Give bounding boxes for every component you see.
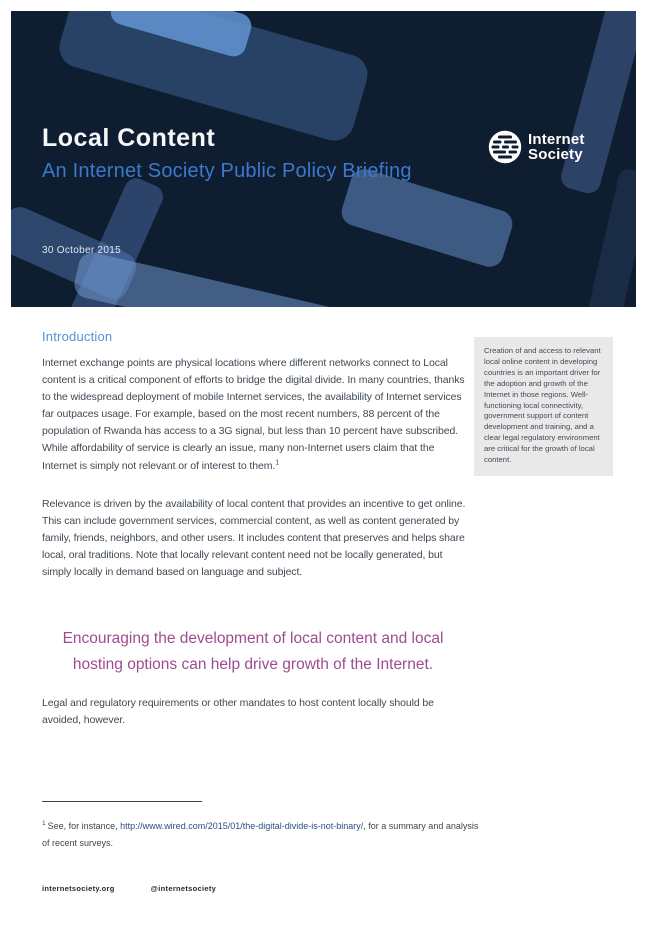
footer-social-handle: @internetsociety [150,884,217,893]
footnote-divider [42,801,202,802]
paragraph-relevance: Relevance is driven by the availability of local content that provides an incentive to get online. This can include government services, commercial content, as well as content generated by family, friends, neighbors, and other users. It includes content that preserves and helps share local, oral traditions. Note that locally relevant content need not be locally generated, but simply locally in demand based on language and subject. [42,498,466,579]
footer-website: internetsociety.org [42,884,115,893]
footnote-text-after: , for a summary and analysis of recent surveys. [42,821,479,848]
paragraph-closing: Legal and regulatory requirements or other mandates to host content locally should be avoided, however. [42,697,434,727]
logo-word-society: Society [528,146,583,163]
footnote-reference: 1 [275,459,279,467]
page-footer [42,884,216,893]
globe-icon [488,130,522,164]
logo-word-internet: Internet [528,130,585,148]
footnote [42,815,484,852]
footnote-marker: 1 [42,820,46,827]
document-title: Local Content [42,124,216,152]
publication-date: 30 October 2015 [42,245,121,256]
footnote-url[interactable]: http://www.wired.com/2015/01/the-digital-divide-is-not-binary/ [120,821,364,831]
sidebar-callout-text: Creation of and access to relevant local online content in developing countries is an important driver for the adoption and growth of the Internet in those regions. Well-functioning local connectivity, government support of content development and training, and a clear legal regulatory environment are critical for the growth of local content. [484,346,601,465]
banner-decorative-shape [72,250,375,307]
pull-quote: Encouraging the development of local content and local hosting options can help drive growth of the Internet. [62,630,444,673]
banner-decorative-shape [558,11,636,196]
header-banner [11,11,636,307]
paragraph-intro [42,355,470,475]
paragraph-intro-text: Internet exchange points are physical locations where different networks connect to Local content is a critical component of efforts to bridge the digital divide. In many countries, thanks to the widespread deployment of mobile Internet services, the availability of Internet services far outpaces usage. For example, based on the most recent numbers, 88 percent of the population of Rwanda has access to a 3G signal, but less than 10 percent have subscribed. While affordability of service is clearly an issue, many non-Internet users claim that the Internet is simply not relevant or of interest to them. [42,357,465,472]
logo-wordmark [528,132,585,163]
sidebar-callout [474,337,613,476]
footnote-text-before: See, for instance, [47,821,121,831]
section-heading-introduction: Introduction [42,329,113,344]
document-subtitle: An Internet Society Public Policy Briefing [42,160,412,182]
internet-society-logo [488,130,585,164]
